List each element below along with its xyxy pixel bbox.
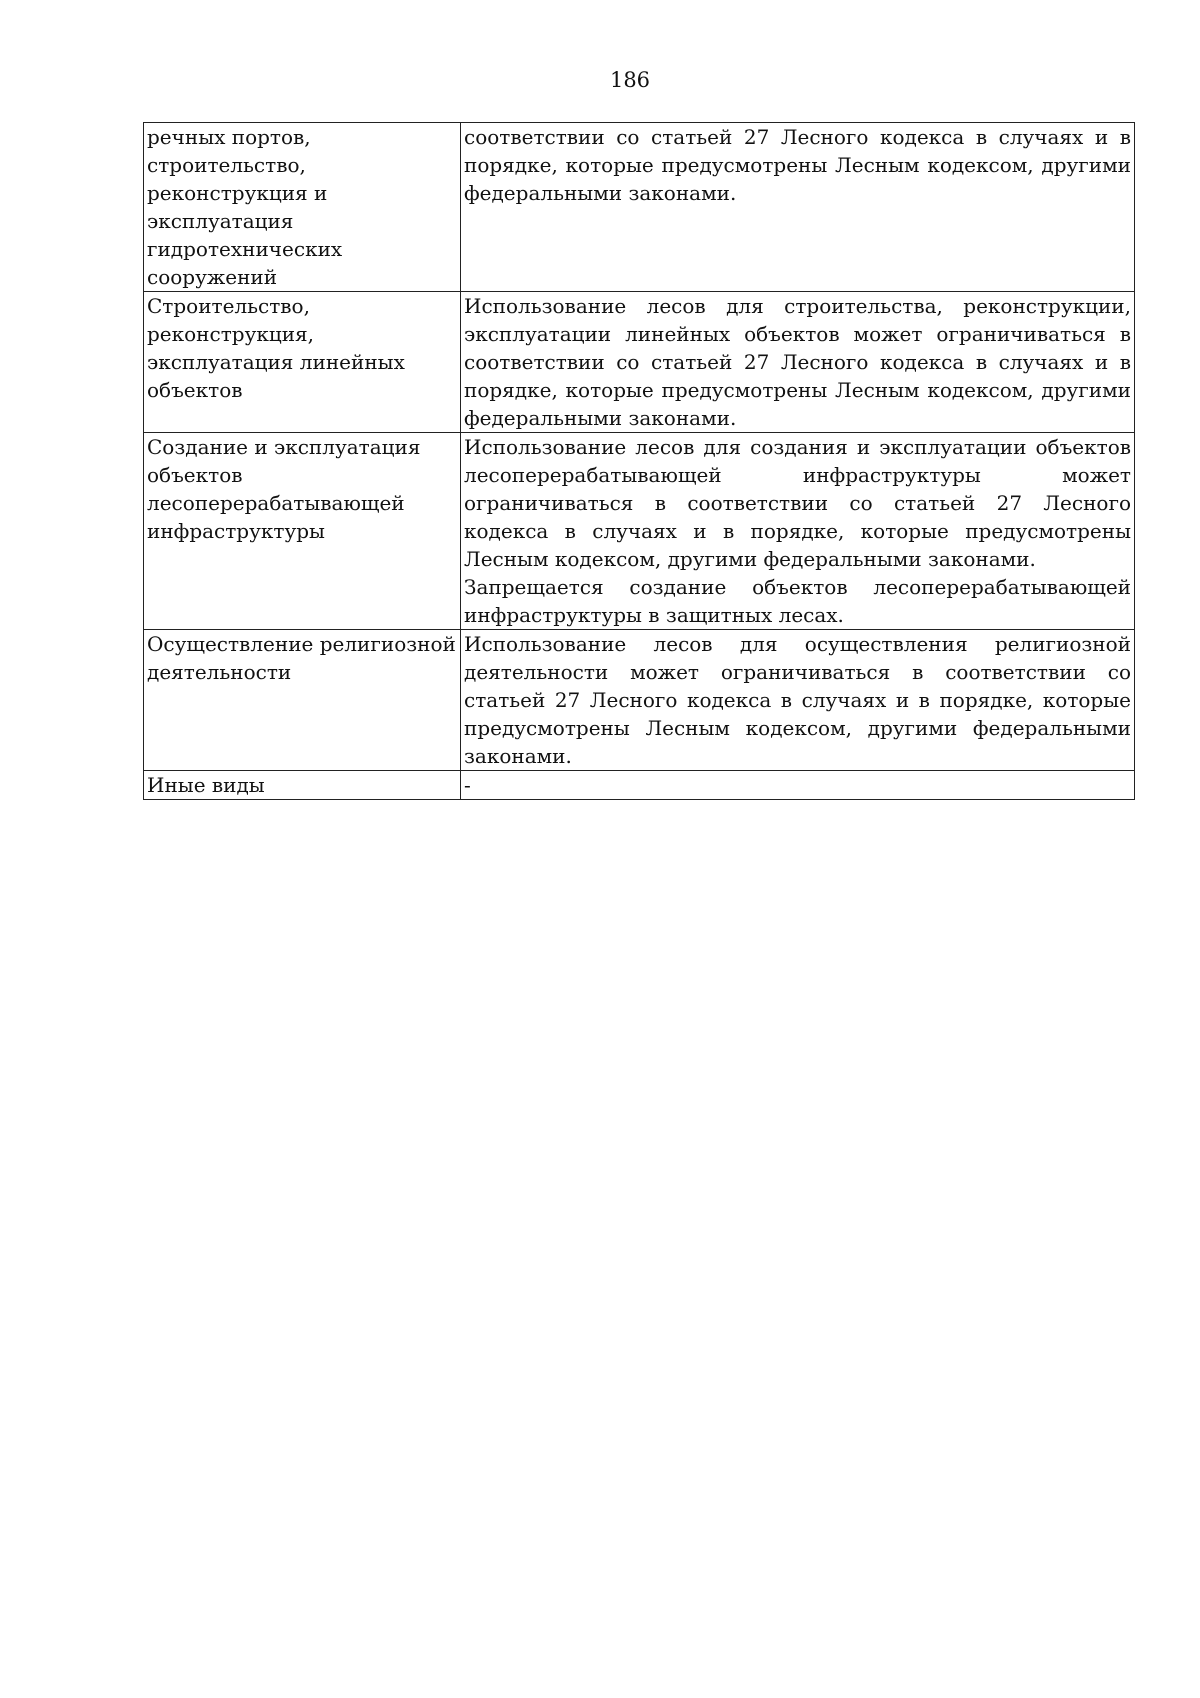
restriction-cell — [461, 433, 1135, 630]
restriction-text: - — [464, 773, 471, 797]
restriction-cell — [461, 123, 1135, 292]
activity-cell: Строительство, реконструкция, эксплуатация линейных объектов — [144, 292, 461, 433]
restriction-text: Использование лесов для строительства, реконструкции, эксплуатации линейных объектов может ограничиваться в соответствии со статьей 27 Лесного кодекса в случаях и в порядке, которые предусмотрены Лесным кодексом, другими федеральными законами. — [464, 294, 1131, 430]
restriction-text: Использование лесов для создания и эксплуатации объектов лесоперерабатывающей инфраструктуры может ограничиваться в соответствии со статьей 27 Лесного кодекса в случаях и в порядке, которые предусмотрены Лесным кодексом, другими федеральными законами. — [464, 435, 1131, 571]
page-number: 186 — [609, 68, 651, 92]
restriction-cell — [461, 771, 1135, 800]
activity-cell: Осуществление религиозной деятельности — [144, 630, 461, 771]
table-row — [144, 771, 1135, 800]
restriction-cell — [461, 630, 1135, 771]
restriction-text: Использование лесов для осуществления религиозной деятельности может ограничиваться в соответствии со статьей 27 Лесного кодекса в случаях и в порядке, которые предусмотрены Лесным кодексом, другими федеральными законами. — [464, 632, 1131, 768]
restriction-text: соответствии со статьей 27 Лесного кодекса в случаях и в порядке, которые предусмотрены Лесным кодексом, другими федеральными законами. — [464, 125, 1131, 205]
table-row — [144, 433, 1135, 630]
table-row — [144, 292, 1135, 433]
prohibition-text: Запрещается создание объектов лесоперерабатывающей инфраструктуры в защитных лесах. — [464, 575, 1131, 627]
table-row — [144, 123, 1135, 292]
restriction-cell — [461, 292, 1135, 433]
activity-cell: Иные виды — [144, 771, 461, 800]
restrictions-table — [143, 122, 1135, 800]
table-row — [144, 630, 1135, 771]
activity-cell: Создание и эксплуатация объектов лесоперерабатывающей инфраструктуры — [144, 433, 461, 630]
activity-cell: речных портов, строительство, реконструкция и эксплуатация гидротехнических сооружений — [144, 123, 461, 292]
